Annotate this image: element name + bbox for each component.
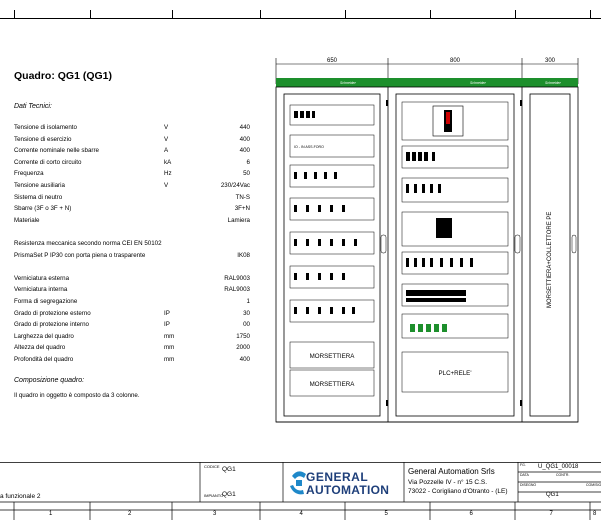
- spec-label: Tensione di esercizio: [14, 135, 72, 143]
- dim-right-label: 300: [544, 58, 556, 64]
- spec-unit: V: [164, 181, 169, 189]
- header-bar-col1: [276, 78, 388, 87]
- spec-label: Larghezza del quadro: [14, 332, 74, 340]
- spec-label: Sistema di neutro: [14, 193, 63, 201]
- company-address-1: Via Pozzelle IV - n° 15 C.S.: [408, 479, 488, 486]
- column-number: 6: [469, 511, 473, 517]
- col2-module-rows: [402, 102, 508, 392]
- spec-value: IK08: [237, 251, 250, 259]
- fg-label: FG.: [520, 463, 526, 467]
- spec-unit: IP: [164, 309, 170, 317]
- logo-word-automation: AUTOMATION: [306, 483, 390, 497]
- spec-value: 2000: [236, 344, 250, 352]
- spec-label: Materiale: [14, 216, 40, 224]
- disegno-value: QG1: [546, 492, 559, 498]
- impianto-label: IMPIANTO: [204, 493, 224, 498]
- spec-value: 1: [246, 297, 250, 305]
- spec-value: 00: [243, 321, 250, 329]
- page-title: Quadro: QG1 (QG1): [14, 70, 113, 82]
- spec-label: PrismaSet P IP30 con porta piena o trasparente: [14, 251, 146, 259]
- column-number: 1: [49, 511, 53, 517]
- composition-heading: Composizione quadro:: [14, 377, 85, 384]
- contr-label: CONTR.: [556, 473, 570, 477]
- spec-unit: mm: [164, 344, 175, 352]
- spec-value: Lamiera: [227, 216, 250, 224]
- spec-value: 400: [239, 135, 250, 143]
- col2-plc-label: PLC+RELE': [438, 370, 472, 377]
- dim-mid-label: 800: [449, 58, 461, 64]
- spec-value: 50: [243, 170, 250, 178]
- dim-left-label: 650: [326, 58, 338, 64]
- spec-value: 440: [239, 124, 250, 131]
- col1-terminal-label-b: MORSETTIERA: [309, 381, 355, 388]
- spec-label: Tensione di isolamento: [14, 124, 77, 131]
- spec-label: Grado di protezione esterno: [14, 309, 91, 317]
- spec-value: 230/24Vac: [220, 181, 250, 189]
- svg-text:Schneider: Schneider: [545, 81, 561, 85]
- column-number: 5: [384, 511, 388, 517]
- col1-row-caption: IO - IN ASS.FORO: [294, 145, 324, 149]
- spec-unit: Hz: [164, 170, 172, 178]
- svg-text:Schneider: Schneider: [340, 81, 356, 85]
- spec-label: Altezza del quadro: [14, 344, 66, 352]
- spec-label: Verniciatura interna: [14, 286, 68, 294]
- spec-label: Profondità del quadro: [14, 355, 74, 363]
- svg-text:Schneider: Schneider: [470, 81, 486, 85]
- spec-value: RAL9003: [224, 286, 250, 294]
- column-number: 2: [128, 511, 132, 517]
- col3-vertical-label: MORSETTIERA+COLLETTORE PE: [547, 211, 553, 308]
- spec-label: Corrente di corto circuito: [14, 158, 82, 166]
- col2-breakers: [406, 152, 473, 302]
- spec-label: Corrente nominale nelle sbarre: [14, 147, 99, 155]
- col1-terminal-label-a: MORSETTIERA: [309, 353, 355, 360]
- spec-unit: A: [164, 147, 169, 155]
- disegno-label: DISEGNO: [520, 483, 537, 487]
- spec-value: 3F+N: [234, 205, 250, 213]
- spec-unit: mm: [164, 332, 175, 340]
- column-number: 7: [549, 511, 553, 517]
- tech-data-heading: Dati Tecnici:: [14, 103, 52, 110]
- spec-value: RAL9003: [224, 274, 250, 282]
- col1-breakers: [294, 111, 357, 314]
- column-number: 3: [213, 511, 217, 517]
- spec-label: Forma di segregazione: [14, 297, 78, 305]
- logo-word-general: GENERAL: [306, 470, 369, 484]
- header-bar-col2: [388, 78, 522, 87]
- com-label: COM/SIG: [586, 483, 601, 487]
- spec-value: 1750: [236, 332, 250, 340]
- spec-value: 6: [246, 158, 250, 166]
- spec-label: Tensione ausiliaria: [14, 181, 65, 189]
- spec-unit: V: [164, 135, 169, 143]
- composition-text: Il quadro in oggetto è composto da 3 colonne.: [14, 392, 140, 399]
- codice-value: QG1: [222, 466, 236, 473]
- spec-value: TN-S: [235, 193, 250, 201]
- spec-label: Sbarre (3F o 3F + N): [14, 205, 72, 213]
- spec-label: Resistenza meccanica secondo norma CEI EN 50102: [14, 239, 162, 247]
- spec-label: Grado di protezione interno: [14, 321, 89, 329]
- codice-label: CODICE: [204, 464, 220, 469]
- spec-unit: kA: [164, 158, 172, 166]
- spec-unit: IP: [164, 321, 170, 329]
- spec-label: Frequenza: [14, 170, 44, 178]
- data-label: DATA: [520, 473, 529, 477]
- spec-value: 400: [239, 147, 250, 155]
- cabinet-outline: [276, 87, 578, 422]
- column-number: 4: [299, 511, 303, 517]
- spec-label: Verniciatura esterna: [14, 274, 70, 282]
- column-number: 8: [593, 511, 597, 517]
- company-address-2: 73022 - Corigliano d'Otranto - (LE): [408, 488, 508, 495]
- spec-unit: mm: [164, 355, 175, 363]
- fg-value: U_QG1_00018: [538, 464, 579, 470]
- impianto-value: QG1: [222, 491, 236, 498]
- title-left-text: a funzionale 2: [0, 493, 41, 500]
- company-logo: [290, 471, 306, 494]
- company-name: General Automation Srls: [408, 467, 495, 476]
- spec-value: 400: [239, 355, 250, 363]
- spec-unit: V: [164, 124, 169, 131]
- spec-value: 30: [243, 309, 250, 317]
